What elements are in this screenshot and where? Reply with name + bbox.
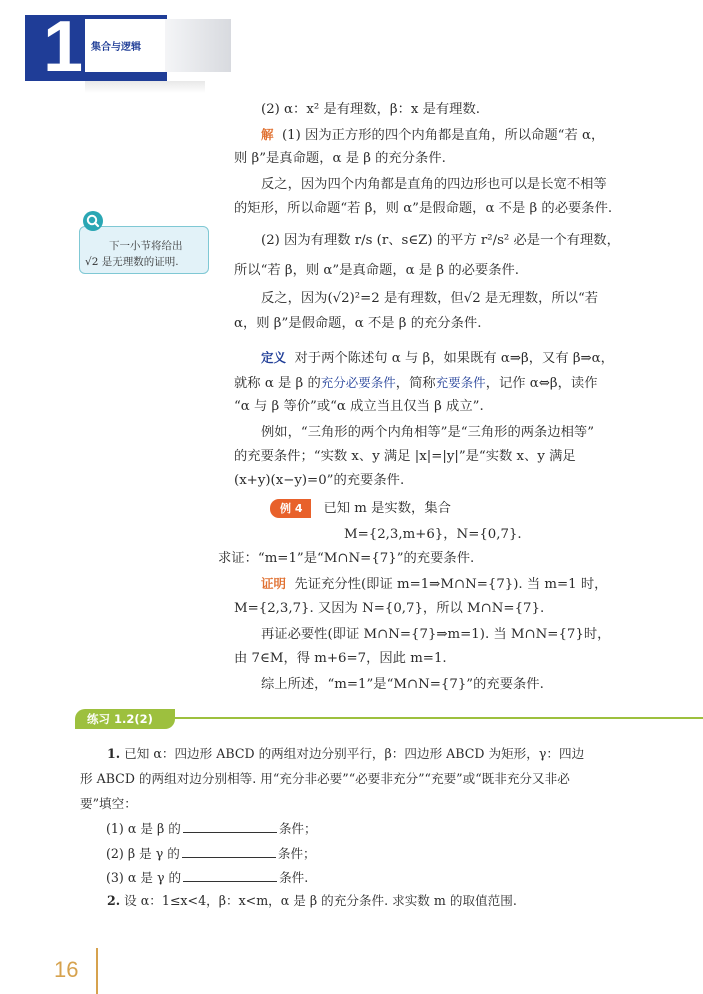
definition-line	[234, 349, 667, 367]
exercise-1-line-2: 形 ABCD 的两组对边分别相等. 用“充分非必要”“必要非充分”“充要”或“既非充分又非必	[80, 771, 570, 786]
proof-label: 证明	[261, 576, 287, 591]
body-line: 所以“若 β，则 α”是真命题，α 是 β 的必要条件.	[234, 263, 520, 278]
exercise-text: 已知 α：四边形 ABCD 的两组对边分别平行，β：四边形 ABCD 为矩形，γ：四边	[124, 746, 585, 761]
magnifier-icon	[83, 211, 103, 231]
example-text: 已知 m 是实数，集合	[323, 501, 451, 516]
fill-blank-prefix: (3) α 是 γ 的	[106, 870, 182, 885]
exercise-1-number: 1.	[107, 746, 121, 761]
proof-line	[234, 575, 667, 593]
body-line: (x+y)(x−y)=0”的充要条件.	[234, 473, 405, 488]
fill-blank-item	[80, 869, 666, 886]
practice-divider	[175, 717, 703, 719]
body-line: 的矩形，所以命题“若 β，则 α”是假命题，α 不是 β 的必要条件.	[234, 201, 613, 216]
practice-badge: 练习 1.2(2)	[75, 709, 175, 729]
page-number-divider	[96, 948, 98, 994]
body-line: 再证必要性(即证 M∩N={7}⇒m=1). 当 M∩N={7}时，	[261, 627, 611, 642]
side-note-text	[85, 238, 205, 270]
answer-blank[interactable]	[182, 845, 276, 858]
chapter-header	[25, 7, 245, 87]
body-text: ，记作 α⇔β，读作	[485, 376, 598, 391]
example-badge: 例 4	[270, 499, 311, 518]
fill-blank-item	[80, 845, 666, 862]
solution-label: 解	[261, 127, 274, 142]
exercise-1-line-3: 要”填空：	[80, 796, 137, 811]
solution-line	[234, 126, 667, 144]
chapter-header-shadow	[85, 81, 205, 93]
solution-text: (1) 因为正方形的四个内角都是直角，所以命题“若 α，	[281, 128, 605, 143]
exercise-1-line-1	[80, 745, 667, 762]
definition-line-2	[234, 374, 640, 392]
definition-label: 定义	[261, 350, 287, 365]
side-note-line-1: 下一小节将给出	[109, 240, 183, 252]
body-text: 就称 α 是 β 的	[234, 376, 321, 391]
body-line: 综上所述，“m=1”是“M∩N={7}”的充要条件.	[261, 677, 544, 692]
body-line: 例如，“三角形的两个内角相等”是“三角形的两条边相等”	[261, 425, 595, 440]
term-sufficient-necessary: 充分必要条件	[320, 375, 396, 390]
fill-blank-suffix: 条件.	[279, 870, 309, 885]
body-text: ，简称	[395, 376, 436, 391]
body-line: 则 β”是真命题，α 是 β 的充分条件.	[234, 151, 446, 166]
term-iff-condition: 充要条件	[435, 375, 486, 390]
body-line: “α 与 β 等价”或“α 成立当且仅当 β 成立”.	[234, 399, 484, 414]
answer-blank[interactable]	[183, 820, 277, 833]
body-line: M={2,3,7}. 又因为 N={0,7}，所以 M∩N={7}.	[234, 601, 545, 616]
fill-blank-prefix: (2) β 是 γ 的	[106, 846, 180, 861]
body-line: 反之，因为四个内角都是直角的四边形也可以是长宽不相等	[261, 177, 607, 192]
proof-text: 先证充分性(即证 m=1⇒M∩N={7}). 当 m=1 时，	[294, 577, 608, 592]
body-line: 反之，因为(√2)²=2 是有理数，但√2 是无理数，所以“若	[261, 291, 599, 306]
side-note-line-2: √2 是无理数的证明.	[85, 256, 179, 268]
exercise-2	[80, 892, 667, 909]
body-line: 的充要条件；“实数 x、y 满足 |x|=|y|”是“实数 x、y 满足	[234, 449, 576, 464]
body-line: (2) 因为有理数 r/s (r、s∈Z) 的平方 r²/s² 必是一个有理数，	[261, 233, 620, 248]
body-line: 由 7∈M，得 m+6=7，因此 m=1.	[234, 651, 447, 666]
fill-blank-item	[80, 820, 666, 837]
answer-blank[interactable]	[183, 869, 277, 882]
exercise-2-number: 2.	[107, 893, 121, 908]
problem-part-2: (2) α：x² 是有理数，β：x 是有理数.	[261, 102, 481, 117]
body-line: α，则 β”是假命题，α 不是 β 的充分条件.	[234, 316, 482, 331]
fill-blank-suffix: 条件；	[277, 846, 316, 861]
page-number: 16	[54, 957, 79, 982]
prove-statement: 求证：“m=1”是“M∩N={7}”的充要条件.	[218, 551, 475, 566]
fill-blank-suffix: 条件；	[278, 821, 317, 836]
chapter-number: 1	[43, 7, 82, 87]
example-line	[270, 499, 676, 518]
definition-text: 对于两个陈述句 α 与 β，如果既有 α⇒β，又有 β⇒α，	[294, 351, 614, 366]
chapter-title-gradient	[165, 19, 231, 72]
exercise-text: 设 α：1≤x<4，β：x<m，α 是 β 的充分条件. 求实数 m 的取值范围.	[124, 893, 517, 908]
chapter-title: 集合与逻辑	[91, 42, 141, 53]
set-definition: M={2,3,m+6}，N={0,7}.	[344, 527, 522, 542]
fill-blank-prefix: (1) α 是 β 的	[106, 821, 181, 836]
